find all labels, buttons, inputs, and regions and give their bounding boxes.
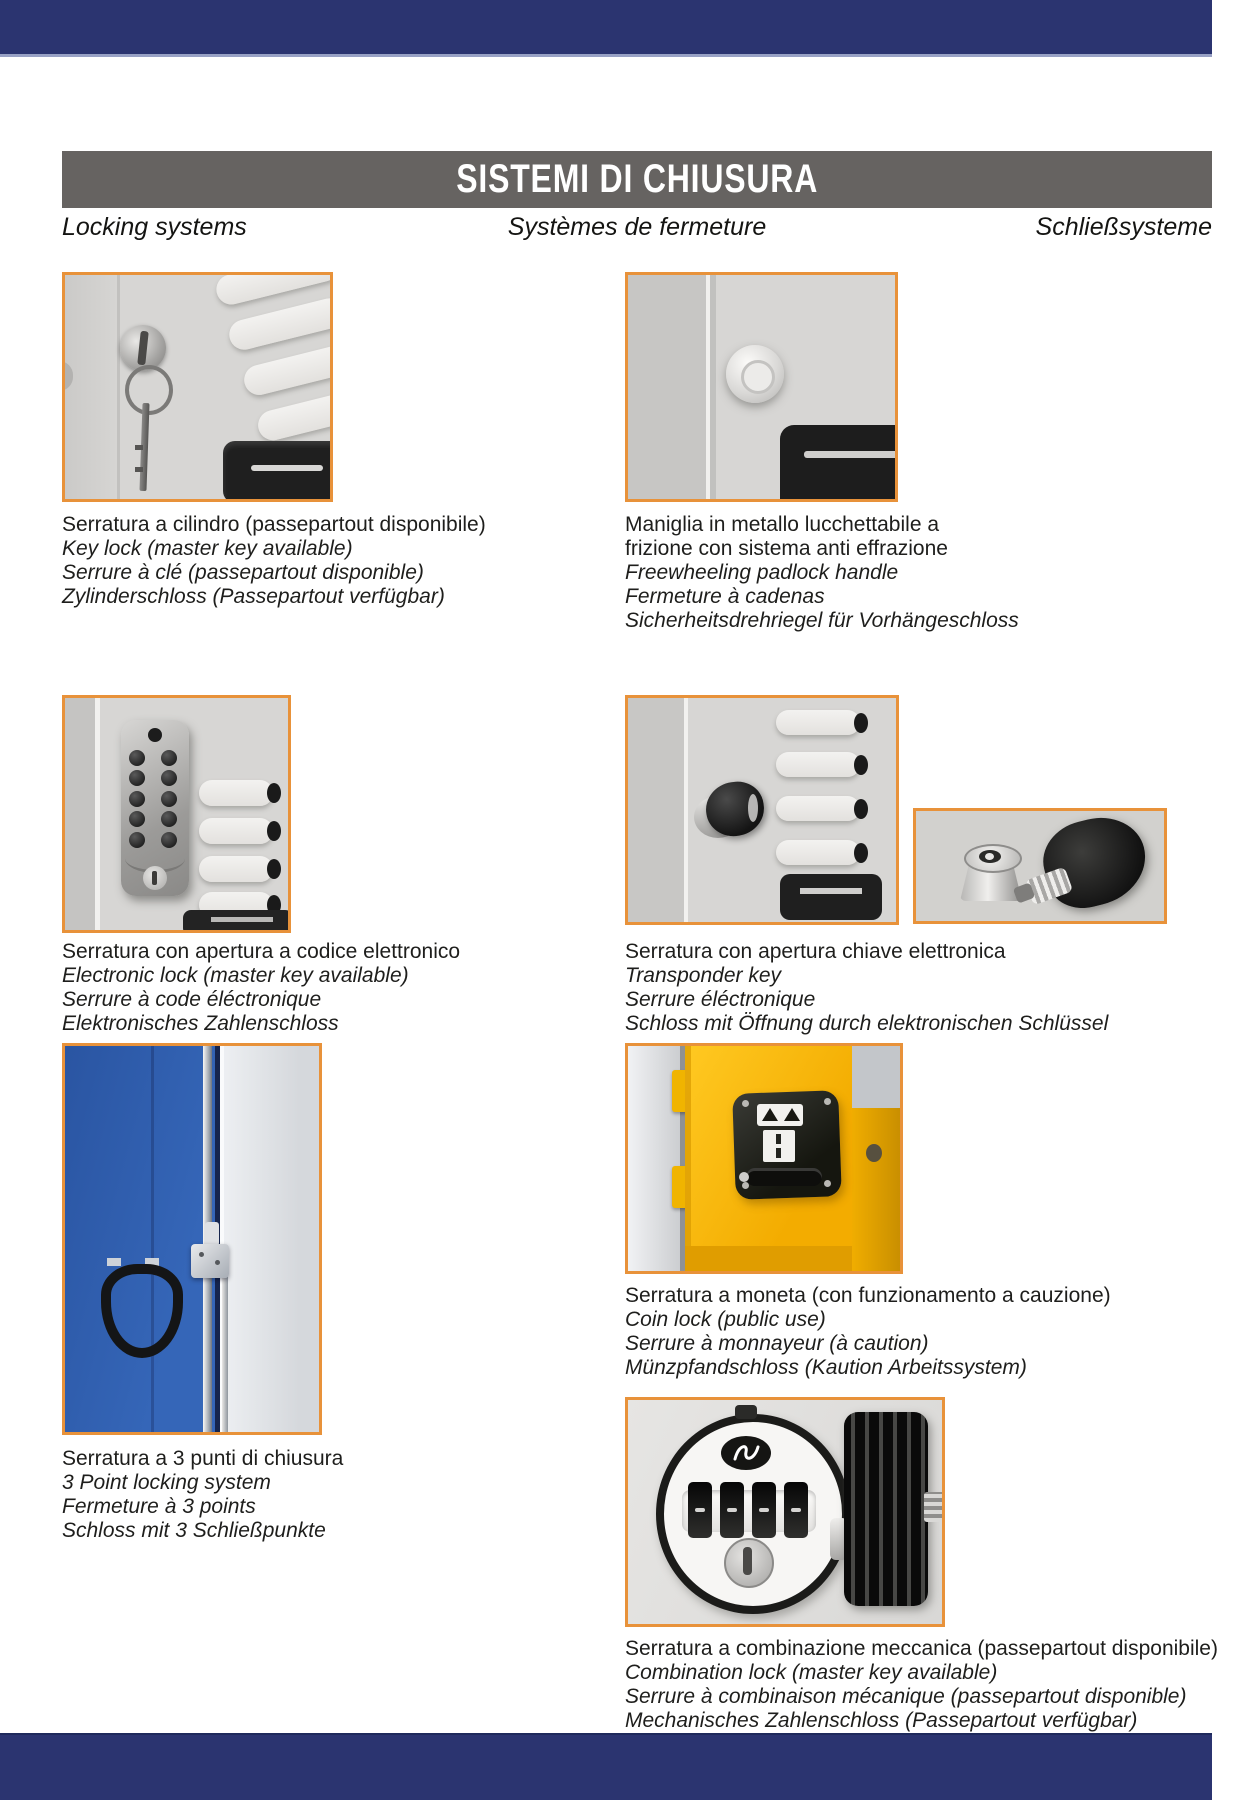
keyhole-slot bbox=[743, 1547, 752, 1575]
indicator-dot bbox=[148, 728, 162, 742]
caption-line-en: 3 Point locking system bbox=[62, 1471, 271, 1494]
caption-transponder-lock bbox=[625, 940, 1108, 1036]
plate-screw bbox=[742, 1100, 749, 1107]
caption-line-en: Combination lock (master key available) bbox=[625, 1661, 998, 1684]
mechanism-screw bbox=[199, 1252, 204, 1257]
coin-slot-mark bbox=[776, 1148, 781, 1158]
latch-slot bbox=[804, 451, 898, 458]
key-notch bbox=[135, 445, 143, 450]
number-wheel bbox=[720, 1482, 744, 1538]
vent-slot bbox=[776, 752, 860, 777]
keypad-button bbox=[161, 770, 177, 786]
caption-cylinder-key-lock bbox=[62, 513, 486, 609]
subtitle-german: Schließsysteme bbox=[1035, 213, 1212, 241]
latch-recess bbox=[780, 874, 882, 920]
caption-line-it: Serratura con apertura chiave elettronica bbox=[625, 940, 1006, 963]
side-panel bbox=[220, 1046, 319, 1432]
caption-line-fr: Serrure à clé (passepartout disponible) bbox=[62, 561, 424, 584]
caption-line-fr: Serrure à combinaison mécanique (passepartout disponible) bbox=[625, 1685, 1187, 1708]
coin-lock-handle bbox=[746, 1168, 822, 1186]
vent-slot bbox=[241, 342, 333, 398]
number-wheel bbox=[784, 1482, 808, 1538]
lower-rod bbox=[222, 1254, 228, 1432]
latch-slot bbox=[800, 888, 862, 894]
caption-coin-lock bbox=[625, 1284, 1111, 1380]
caption-line-de: Schloss mit 3 Schließpunkte bbox=[62, 1519, 326, 1542]
knob-inner-ring bbox=[741, 360, 775, 394]
vent-slot bbox=[199, 780, 273, 806]
photo-combination-lock bbox=[625, 1397, 945, 1627]
vent-slot bbox=[776, 710, 860, 735]
vent-hole bbox=[267, 783, 281, 803]
brand-logo-oval bbox=[721, 1436, 771, 1470]
caption-line-fr: Serrure à monnayeur (à caution) bbox=[625, 1332, 929, 1355]
vent-hole bbox=[854, 713, 868, 733]
caption-line-fr: Serrure à code éléctronique bbox=[62, 988, 322, 1011]
door-edge-shade bbox=[628, 275, 706, 499]
door-edge-shade bbox=[65, 275, 117, 499]
caption-padlock-handle bbox=[625, 513, 1019, 633]
keypad-button bbox=[129, 811, 145, 827]
caption-combination-lock bbox=[625, 1637, 1218, 1733]
caption-line-de: Münzpfandschloss (Kaution Arbeitssystem) bbox=[625, 1356, 1027, 1379]
caption-line-it: Serratura con apertura a codice elettronico bbox=[62, 940, 461, 963]
blue-door bbox=[65, 1046, 225, 1432]
key-fob bbox=[1035, 808, 1155, 916]
photo-padlock-handle bbox=[625, 272, 898, 502]
side-knob bbox=[866, 1144, 882, 1162]
vent-slot bbox=[255, 389, 333, 444]
number-wheel bbox=[688, 1482, 712, 1538]
photo-three-point-locking bbox=[62, 1043, 322, 1435]
vent-slot bbox=[776, 840, 860, 865]
caption-line-it: frizione con sistema anti effrazione bbox=[625, 537, 948, 560]
photo-coin-lock bbox=[625, 1043, 903, 1274]
rod-guide-mechanism bbox=[191, 1244, 229, 1278]
keypad-button bbox=[161, 750, 177, 766]
caption-line-de: Elektronisches Zahlenschloss bbox=[62, 1012, 339, 1035]
caption-line-it: Maniglia in metallo lucchettabile a bbox=[625, 513, 940, 536]
number-wheel bbox=[752, 1482, 776, 1538]
caption-line-fr: Serrure éléctronique bbox=[625, 988, 816, 1011]
caption-line-de: Sicherheitsdrehriegel für Vorhängeschloss bbox=[625, 609, 1019, 632]
dial-top-cap bbox=[735, 1405, 757, 1419]
door-gap-shadow bbox=[710, 275, 716, 499]
caption-line-en: Electronic lock (master key available) bbox=[62, 964, 409, 987]
door-edge-line bbox=[117, 275, 120, 499]
adjacent-locker-side bbox=[852, 1108, 900, 1271]
vent-hole bbox=[267, 859, 281, 879]
keypad-button bbox=[129, 770, 145, 786]
caption-line-en: Freewheeling padlock handle bbox=[625, 561, 899, 584]
caption-line-de: Schloss mit Öffnung durch elektronischen Schlüssel bbox=[625, 1012, 1109, 1035]
latch-slot bbox=[251, 465, 323, 471]
caption-line-de: Zylinderschloss (Passepartout verfügbar) bbox=[62, 585, 445, 608]
threaded-shaft bbox=[924, 1492, 945, 1522]
latch-slot bbox=[211, 917, 273, 922]
keypad-button bbox=[161, 811, 177, 827]
keypad-button bbox=[161, 791, 177, 807]
knob-glint bbox=[748, 794, 758, 822]
door-bottom-shade bbox=[685, 1246, 852, 1271]
handle-mount bbox=[107, 1258, 121, 1266]
caption-line-it: Serratura a combinazione meccanica (passepartout disponibile) bbox=[625, 1637, 1218, 1660]
arrow-icon bbox=[784, 1108, 800, 1121]
vent-hole bbox=[854, 799, 868, 819]
vent-hole bbox=[267, 821, 281, 841]
door-left-shadow bbox=[685, 1046, 691, 1271]
keypad-button bbox=[129, 750, 145, 766]
mechanism-screw bbox=[215, 1260, 220, 1265]
subtitle-row bbox=[62, 213, 1212, 247]
caption-line-en: Key lock (master key available) bbox=[62, 537, 353, 560]
section-header-bar bbox=[62, 151, 1212, 208]
arrow-icon bbox=[762, 1108, 778, 1121]
latch-recess bbox=[223, 441, 333, 502]
caption-electronic-code-lock bbox=[62, 940, 460, 1036]
photo-transponder-lock bbox=[625, 695, 899, 925]
caption-line-en: Coin lock (public use) bbox=[625, 1308, 826, 1331]
door-edge-shade bbox=[628, 698, 684, 922]
handle-tip bbox=[739, 1172, 749, 1182]
latch-recess bbox=[780, 425, 898, 502]
page-title: SISTEMI DI CHIUSURA bbox=[456, 157, 818, 201]
caption-line-fr: Fermeture à 3 points bbox=[62, 1495, 256, 1518]
latch-tab bbox=[205, 1222, 219, 1246]
bottom-brand-bar bbox=[0, 1733, 1212, 1800]
caption-line-it: Serratura a moneta (con funzionamento a cauzione) bbox=[625, 1284, 1111, 1307]
caption-line-it: Serratura a cilindro (passepartout disponibile) bbox=[62, 513, 486, 536]
vent-slot bbox=[226, 295, 333, 353]
vent-hole bbox=[854, 755, 868, 775]
keypad-buttons bbox=[129, 750, 181, 848]
subtitle-french: Systèmes de fermeture bbox=[507, 213, 767, 241]
photo-transponder-key bbox=[913, 808, 1167, 924]
caption-three-point-locking bbox=[62, 1447, 343, 1543]
photo-electronic-code-lock bbox=[62, 695, 291, 933]
door-edge-shade bbox=[65, 698, 95, 930]
caption-line-en: Transponder key bbox=[625, 964, 782, 987]
door-crease bbox=[151, 1046, 154, 1432]
photo-cylinder-key-lock bbox=[62, 272, 333, 502]
key-notch bbox=[135, 467, 143, 472]
subtitle-english: Locking systems bbox=[62, 213, 247, 241]
vent-slot bbox=[199, 856, 273, 882]
keypad-button bbox=[129, 791, 145, 807]
vent-slot bbox=[776, 796, 860, 821]
caption-line-de: Mechanisches Zahlenschloss (Passepartout verfügbar) bbox=[625, 1709, 1138, 1732]
coin-slot-mark bbox=[776, 1134, 781, 1144]
plate-screw bbox=[824, 1180, 831, 1187]
door-gap-highlight bbox=[95, 698, 100, 930]
caption-line-fr: Fermeture à cadenas bbox=[625, 585, 825, 608]
knurled-lock-body bbox=[844, 1412, 928, 1606]
plate-screw bbox=[824, 1098, 831, 1105]
cylinder-contact-dot bbox=[985, 853, 994, 860]
door-gap-highlight bbox=[684, 698, 688, 922]
keyhole-slot bbox=[152, 871, 157, 885]
vent-slot bbox=[199, 818, 273, 844]
top-brand-bar bbox=[0, 0, 1212, 57]
caption-line-it: Serratura a 3 punti di chiusura bbox=[62, 1447, 344, 1470]
vent-hole bbox=[854, 843, 868, 863]
